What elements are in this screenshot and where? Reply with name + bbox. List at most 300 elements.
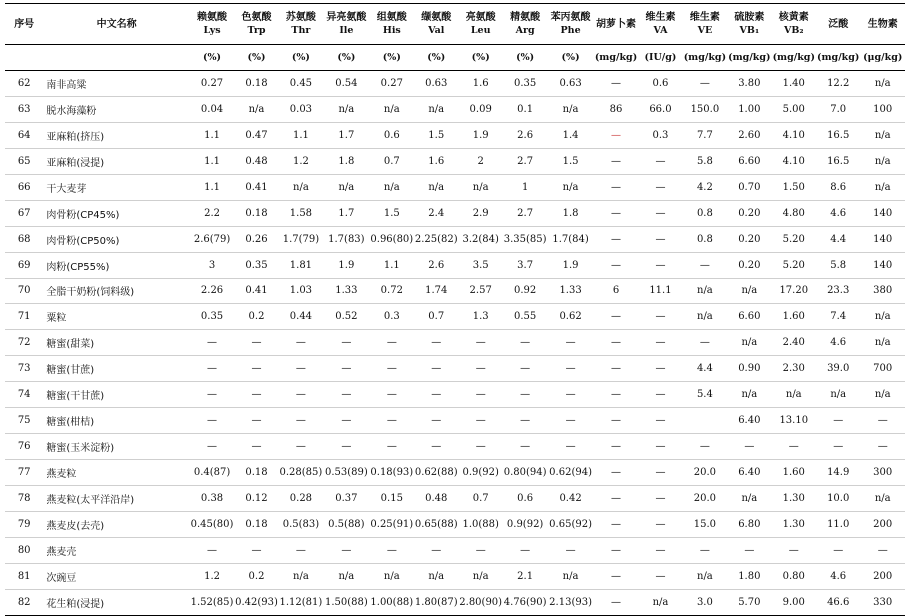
table-cell: 9.00 (772, 589, 816, 615)
row-number: 73 (5, 356, 43, 382)
table-cell: 0.26 (234, 226, 278, 252)
column-header (503, 4, 547, 45)
feed-name: 亚麻粕(挤压) (43, 122, 189, 148)
table-cell: 0.6 (370, 122, 414, 148)
table-cell: 150.0 (683, 96, 727, 122)
table-cell: 6.60 (727, 148, 771, 174)
table-cell: n/a (279, 174, 323, 200)
table-cell: 1.1 (279, 122, 323, 148)
table-cell: 0.54 (323, 71, 369, 97)
table-cell: n/a (860, 486, 905, 512)
table-cell: — (594, 408, 638, 434)
table-cell: n/a (727, 330, 771, 356)
table-cell: 8.6 (816, 174, 860, 200)
table-cell: — (594, 589, 638, 615)
unit-row (5, 45, 905, 71)
table-cell: 5.4 (683, 382, 727, 408)
feed-name: 亚麻粕(浸提) (43, 148, 189, 174)
table-cell: n/a (414, 174, 458, 200)
unit-cell: (%) (370, 45, 414, 71)
table-cell: — (323, 382, 369, 408)
table-cell: 2.1 (503, 563, 547, 589)
table-cell: — (414, 330, 458, 356)
nutrient-table-container (5, 3, 905, 616)
table-cell: — (683, 330, 727, 356)
row-number: 70 (5, 278, 43, 304)
table-cell: — (190, 408, 234, 434)
column-header-zh: 中文名称 (96, 18, 137, 30)
table-cell: 1.0(88) (458, 511, 502, 537)
table-cell: 300 (860, 460, 905, 486)
unit-cell: (%) (547, 45, 593, 71)
table-cell: — (683, 71, 727, 97)
table-cell: 2 (458, 148, 502, 174)
feed-name: 燕麦粒 (43, 460, 189, 486)
table-cell: 86 (594, 96, 638, 122)
feed-name: 次豌豆 (43, 563, 189, 589)
table-cell: 1.7 (323, 122, 369, 148)
table-cell: 0.37 (323, 486, 369, 512)
table-cell: 700 (860, 356, 905, 382)
table-cell: — (816, 434, 860, 460)
column-header (190, 4, 234, 45)
table-cell: — (594, 460, 638, 486)
table-cell: 0.80 (772, 563, 816, 589)
table-cell: — (370, 408, 414, 434)
table-cell: 1.81 (279, 252, 323, 278)
table-cell: 1.9 (323, 252, 369, 278)
table-cell: 1.2 (190, 563, 234, 589)
column-header-en: VB₂ (783, 25, 804, 36)
table-cell: — (547, 408, 593, 434)
unit-cell: (%) (323, 45, 369, 71)
unit-cell: (%) (234, 45, 278, 71)
table-cell: — (190, 434, 234, 460)
column-header (234, 4, 278, 45)
table-cell: — (234, 537, 278, 563)
table-cell: — (638, 434, 682, 460)
table-cell: 2.80(90) (458, 589, 502, 615)
column-header-en: Phe (560, 25, 581, 36)
table-cell: — (594, 174, 638, 200)
column-header (547, 4, 593, 45)
table-cell: 1.1 (190, 174, 234, 200)
table-cell: — (458, 330, 502, 356)
table-cell: 46.6 (816, 589, 860, 615)
unit-cell: (mg/kg) (594, 45, 638, 71)
table-cell: 0.45(80) (190, 511, 234, 537)
table-cell: 0.27 (190, 71, 234, 97)
table-cell: 1.80(87) (414, 589, 458, 615)
column-header-zh: 精氨酸 (510, 12, 541, 23)
unit-cell: (IU/g) (638, 45, 682, 71)
unit-cell: (mg/kg) (727, 45, 771, 71)
table-cell: n/a (860, 148, 905, 174)
row-number: 75 (5, 408, 43, 434)
column-header-zh: 异亮氨酸 (326, 12, 367, 23)
table-cell: — (638, 408, 682, 434)
column-header (638, 4, 682, 45)
column-header-zh: 序号 (14, 18, 35, 30)
column-header-zh: 亮氨酸 (465, 12, 496, 23)
feed-name: 肉骨粉(CP45%) (43, 200, 189, 226)
table-cell: 0.53(89) (323, 460, 369, 486)
table-cell: — (638, 200, 682, 226)
table-cell: n/a (860, 330, 905, 356)
table-cell: 5.20 (772, 252, 816, 278)
column-header (279, 4, 323, 45)
table-cell: 0.12 (234, 486, 278, 512)
table-cell: 1.58 (279, 200, 323, 226)
table-cell: — (860, 408, 905, 434)
table-cell: n/a (683, 304, 727, 330)
table-cell: 14.9 (816, 460, 860, 486)
table-cell: 0.65(92) (547, 511, 593, 537)
table-cell: — (414, 537, 458, 563)
table-cell: — (594, 434, 638, 460)
table-cell: — (234, 382, 278, 408)
table-cell: 1.50(88) (323, 589, 369, 615)
table-cell: 1.6 (458, 71, 502, 97)
column-header (43, 4, 189, 45)
table-cell: 0.42 (547, 486, 593, 512)
table-cell: 0.6 (503, 486, 547, 512)
table-cell: — (370, 382, 414, 408)
feed-name: 糖蜜(玉米淀粉) (43, 434, 189, 460)
table-cell: 1.5 (370, 200, 414, 226)
table-cell: 0.35 (190, 304, 234, 330)
table-cell: — (279, 356, 323, 382)
table-cell: 4.4 (816, 226, 860, 252)
column-header-en: Trp (247, 25, 266, 36)
table-cell: n/a (772, 382, 816, 408)
table-cell: n/a (458, 174, 502, 200)
table-cell: 0.8 (683, 226, 727, 252)
table-cell: 330 (860, 589, 905, 615)
column-header-zh: 维生素 (645, 12, 676, 23)
table-cell: 1.6 (414, 148, 458, 174)
table-cell: 0.25(91) (370, 511, 414, 537)
table-cell: 11.0 (816, 511, 860, 537)
table-cell: — (594, 511, 638, 537)
table-cell: n/a (860, 382, 905, 408)
unit-cell: (μg/kg) (860, 45, 905, 71)
table-row (5, 486, 905, 512)
table-cell: 2.6(79) (190, 226, 234, 252)
table-cell: 0.62(88) (414, 460, 458, 486)
table-cell: 0.3 (638, 122, 682, 148)
table-cell: — (638, 304, 682, 330)
table-cell: — (594, 71, 638, 97)
table-cell: 1.60 (772, 304, 816, 330)
column-header-en: His (382, 25, 401, 36)
table-cell: 5.8 (816, 252, 860, 278)
column-header-en: Leu (470, 25, 491, 36)
table-cell: — (683, 252, 727, 278)
table-cell: — (547, 356, 593, 382)
table-cell: n/a (234, 96, 278, 122)
table-cell: n/a (860, 174, 905, 200)
table-cell: 0.18 (234, 71, 278, 97)
table-row (5, 382, 905, 408)
table-cell: 4.6 (816, 200, 860, 226)
table-row (5, 174, 905, 200)
table-cell: 2.6 (414, 252, 458, 278)
table-cell: n/a (279, 563, 323, 589)
table-cell: n/a (323, 174, 369, 200)
table-cell: 17.20 (772, 278, 816, 304)
table-cell: 1.60 (772, 460, 816, 486)
row-number: 62 (5, 71, 43, 97)
table-cell: n/a (860, 122, 905, 148)
table-cell: 5.00 (772, 96, 816, 122)
table-row (5, 148, 905, 174)
table-cell: 0.92 (503, 278, 547, 304)
table-cell: — (279, 408, 323, 434)
table-cell: 0.03 (279, 96, 323, 122)
table-cell: — (234, 330, 278, 356)
unit-cell: (%) (458, 45, 502, 71)
table-cell: 5.20 (772, 226, 816, 252)
column-header-zh: 胡萝卜素 (596, 18, 637, 30)
table-cell: 0.35 (503, 71, 547, 97)
table-cell: — (638, 511, 682, 537)
table-cell: — (279, 537, 323, 563)
table-cell: 20.0 (683, 486, 727, 512)
table-cell: n/a (638, 589, 682, 615)
table-cell: — (594, 486, 638, 512)
table-row (5, 226, 905, 252)
header-row (5, 4, 905, 45)
table-cell: 39.0 (816, 356, 860, 382)
table-cell: 1.9 (458, 122, 502, 148)
table-cell: 6.60 (727, 304, 771, 330)
table-cell: n/a (323, 563, 369, 589)
table-cell: n/a (414, 96, 458, 122)
table-cell: n/a (860, 71, 905, 97)
column-header-zh: 核黄素 (778, 12, 809, 23)
table-cell: 200 (860, 563, 905, 589)
table-cell: 1.4 (547, 122, 593, 148)
table-cell: 0.15 (370, 486, 414, 512)
table-cell: — (547, 330, 593, 356)
table-cell: 2.2 (190, 200, 234, 226)
table-cell: — (323, 408, 369, 434)
table-cell: — (638, 537, 682, 563)
table-cell: 1.9 (547, 252, 593, 278)
row-number: 79 (5, 511, 43, 537)
table-cell: — (547, 537, 593, 563)
table-cell: — (503, 356, 547, 382)
table-cell: 2.7 (503, 148, 547, 174)
unit-cell (5, 45, 43, 71)
table-cell: 2.25(82) (414, 226, 458, 252)
table-cell: — (190, 356, 234, 382)
table-cell: — (594, 563, 638, 589)
table-cell: — (683, 537, 727, 563)
row-number: 78 (5, 486, 43, 512)
table-cell: — (594, 382, 638, 408)
table-cell: — (458, 537, 502, 563)
table-cell: — (414, 434, 458, 460)
feed-name: 糖蜜(干甘蔗) (43, 382, 189, 408)
table-cell: — (323, 330, 369, 356)
table-cell: 3.7 (503, 252, 547, 278)
table-cell: 1.5 (414, 122, 458, 148)
table-cell: 140 (860, 226, 905, 252)
row-number: 68 (5, 226, 43, 252)
table-row (5, 589, 905, 615)
table-cell: — (370, 434, 414, 460)
table-cell: — (638, 356, 682, 382)
table-cell: n/a (727, 486, 771, 512)
unit-cell: (%) (279, 45, 323, 71)
table-cell: 140 (860, 200, 905, 226)
table-cell: — (503, 382, 547, 408)
table-cell: 2.26 (190, 278, 234, 304)
column-header-en: Val (428, 25, 445, 36)
table-cell: n/a (370, 96, 414, 122)
table-cell: 0.48 (414, 486, 458, 512)
feed-name: 肉粉(CP55%) (43, 252, 189, 278)
table-cell: 1.1 (370, 252, 414, 278)
table-cell: 0.28(85) (279, 460, 323, 486)
table-cell: — (594, 304, 638, 330)
table-cell: — (234, 356, 278, 382)
column-header (370, 4, 414, 45)
table-cell: n/a (727, 278, 771, 304)
table-cell: — (594, 122, 638, 148)
table-cell: 7.0 (816, 96, 860, 122)
table-cell: — (370, 330, 414, 356)
table-cell: — (547, 434, 593, 460)
table-cell: 1.33 (323, 278, 369, 304)
column-header-zh: 色氨酸 (241, 12, 272, 23)
table-cell: — (323, 537, 369, 563)
column-header-en: VA (653, 25, 668, 36)
feed-name: 肉骨粉(CP50%) (43, 226, 189, 252)
column-header (594, 4, 638, 45)
table-cell: — (323, 356, 369, 382)
table-row (5, 563, 905, 589)
column-header (816, 4, 860, 45)
table-cell: — (414, 408, 458, 434)
table-cell: 2.9 (458, 200, 502, 226)
table-cell: 1 (503, 174, 547, 200)
table-cell: n/a (370, 563, 414, 589)
table-row (5, 71, 905, 97)
table-cell: 0.9(92) (503, 511, 547, 537)
table-cell: 2.30 (772, 356, 816, 382)
table-cell: 0.20 (727, 200, 771, 226)
feed-name: 脱水海藻粉 (43, 96, 189, 122)
table-cell: n/a (860, 304, 905, 330)
table-cell: 2.13(93) (547, 589, 593, 615)
table-cell: — (458, 356, 502, 382)
table-cell: — (190, 382, 234, 408)
table-cell: 6.40 (727, 408, 771, 434)
table-cell: 0.2 (234, 304, 278, 330)
table-cell: — (860, 537, 905, 563)
table-cell: — (594, 356, 638, 382)
table-cell: 0.72 (370, 278, 414, 304)
table-cell: 0.42(93) (234, 589, 278, 615)
table-cell: — (638, 174, 682, 200)
table-cell: 2.6 (503, 122, 547, 148)
table-cell: 0.6 (638, 71, 682, 97)
table-cell: — (323, 434, 369, 460)
column-header (860, 4, 905, 45)
table-cell: 0.18 (234, 460, 278, 486)
table-cell: — (414, 382, 458, 408)
table-cell: 0.7 (414, 304, 458, 330)
table-row (5, 278, 905, 304)
table-cell: — (727, 537, 771, 563)
table-cell: — (816, 537, 860, 563)
table-cell: — (860, 434, 905, 460)
table-row (5, 330, 905, 356)
column-header (458, 4, 502, 45)
row-number: 69 (5, 252, 43, 278)
table-cell: — (458, 434, 502, 460)
table-cell: 3.35(85) (503, 226, 547, 252)
table-cell: — (638, 486, 682, 512)
table-cell: 3.80 (727, 71, 771, 97)
feed-name: 糖蜜(甜菜) (43, 330, 189, 356)
table-cell: — (594, 537, 638, 563)
row-number: 66 (5, 174, 43, 200)
table-cell: 1.12(81) (279, 589, 323, 615)
table-cell: 1.3 (458, 304, 502, 330)
table-cell: 0.63 (547, 71, 593, 97)
table-cell: 0.7 (458, 486, 502, 512)
table-cell: 7.4 (816, 304, 860, 330)
table-cell: 0.18 (234, 511, 278, 537)
table-cell: 0.4(87) (190, 460, 234, 486)
table-cell: 0.1 (503, 96, 547, 122)
row-number: 80 (5, 537, 43, 563)
table-cell: 5.8 (683, 148, 727, 174)
table-cell: — (594, 148, 638, 174)
row-number: 65 (5, 148, 43, 174)
table-cell: 4.2 (683, 174, 727, 200)
unit-cell: (%) (414, 45, 458, 71)
table-cell: 6.80 (727, 511, 771, 537)
table-cell: 0.28 (279, 486, 323, 512)
table-cell: 100 (860, 96, 905, 122)
table-row (5, 200, 905, 226)
table-row (5, 122, 905, 148)
table-row (5, 408, 905, 434)
table-cell: 3.5 (458, 252, 502, 278)
table-cell: 1.52(85) (190, 589, 234, 615)
table-cell: 0.04 (190, 96, 234, 122)
table-cell: — (638, 226, 682, 252)
table-cell: 0.20 (727, 252, 771, 278)
table-cell: 3 (190, 252, 234, 278)
table-body (5, 71, 905, 616)
table-cell: 0.5(83) (279, 511, 323, 537)
table-cell: 0.90 (727, 356, 771, 382)
column-header-zh: 生物素 (867, 18, 898, 30)
table-cell: — (458, 408, 502, 434)
column-header (323, 4, 369, 45)
table-cell: n/a (816, 382, 860, 408)
table-cell: — (638, 563, 682, 589)
table-cell (683, 408, 727, 434)
feed-name: 花生粕(浸提) (43, 589, 189, 615)
table-cell: 1.40 (772, 71, 816, 97)
